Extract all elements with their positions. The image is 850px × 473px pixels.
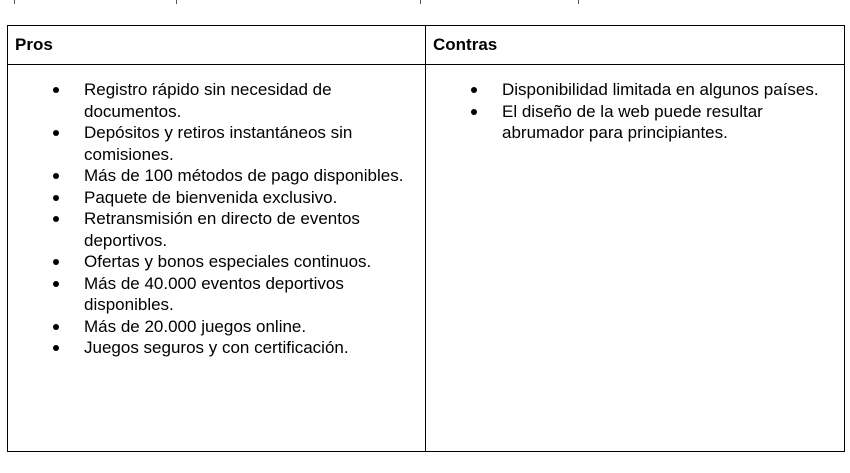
pros-list [8,79,415,359]
pros-list-item: Paquete de bienvenida exclusivo. [8,187,415,209]
table-header-row [8,26,845,65]
cons-list-item: Disponibilidad limitada en algunos países. [426,79,834,101]
cons-header: Contras [426,26,845,65]
pros-list-item: Juegos seguros y con certificación. [8,337,415,359]
cons-cell [426,65,845,452]
pros-list-item: Más de 100 métodos de pago disponibles. [8,165,415,187]
pros-list-item: Registro rápido sin necesidad de documentos. [8,79,415,122]
cropped-text-fragments [0,0,850,14]
pros-list-item: Depósitos y retiros instantáneos sin comisiones. [8,122,415,165]
pros-cell [8,65,426,452]
cons-list [426,79,834,144]
text-fragment [14,0,15,4]
cons-list-item: El diseño de la web puede resultar abrumador para principiantes. [426,101,834,144]
pros-header: Pros [8,26,426,65]
table-row [8,65,845,452]
pros-list-item: Retransmisión en directo de eventos deportivos. [8,208,415,251]
pros-list-item: Ofertas y bonos especiales continuos. [8,251,415,273]
pros-cons-table [7,25,845,452]
text-fragment [420,0,421,4]
pros-list-item: Más de 40.000 eventos deportivos disponibles. [8,273,415,316]
text-fragment [176,0,177,4]
pros-list-item: Más de 20.000 juegos online. [8,316,415,338]
text-fragment [578,0,579,4]
